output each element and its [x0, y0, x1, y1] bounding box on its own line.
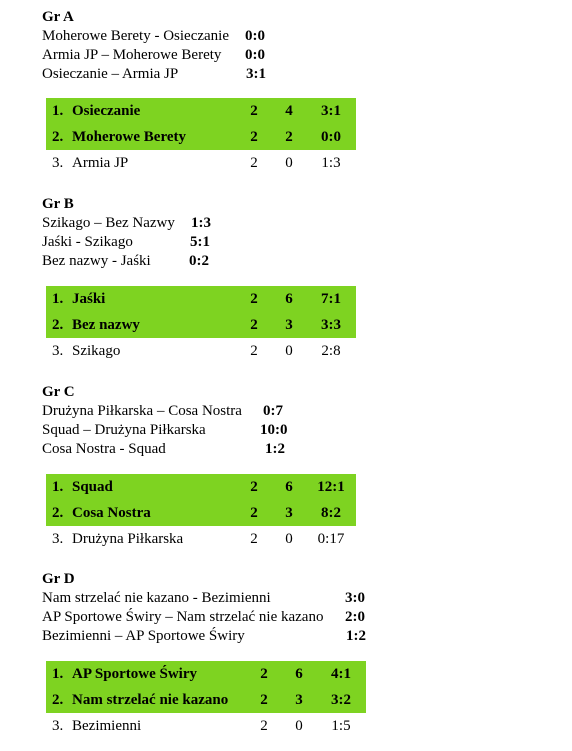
match-row — [42, 440, 285, 459]
team-name: Cosa Nostra — [72, 500, 236, 526]
team-name: AP Sportowe Świry — [72, 661, 246, 687]
goals: 0:17 — [317, 531, 345, 547]
played: 2 — [250, 343, 258, 359]
standings-row — [46, 286, 356, 312]
played: 2 — [236, 312, 272, 338]
position: 3. — [52, 343, 64, 359]
points: 2 — [272, 124, 306, 150]
points: 0 — [285, 155, 293, 171]
match-row — [42, 214, 211, 233]
position: 2. — [46, 500, 72, 526]
standings-row — [46, 124, 356, 150]
points: 0 — [285, 531, 293, 547]
played: 2 — [236, 286, 272, 312]
goals: 2:8 — [321, 343, 341, 359]
points: 6 — [272, 474, 306, 500]
standings-row — [46, 150, 356, 176]
group-d — [42, 570, 366, 646]
standings-row — [46, 713, 366, 739]
match-row — [42, 65, 266, 84]
match-teams: Nam strzelać nie kazano - Bezimienni — [42, 590, 271, 606]
group-a — [42, 8, 266, 84]
position: 1. — [46, 474, 72, 500]
match-score: 3:1 — [246, 66, 266, 82]
goals: 12:1 — [306, 474, 356, 500]
standings-row — [46, 312, 356, 338]
team-name: Jaśki — [72, 286, 236, 312]
match-score: 10:0 — [260, 422, 288, 438]
match-teams: Osieczanie – Armia JP — [42, 66, 179, 82]
position: 1. — [46, 98, 72, 124]
match-score: 0:0 — [245, 28, 265, 44]
position: 3. — [52, 155, 64, 171]
group-title: Gr B — [42, 196, 74, 212]
points: 4 — [272, 98, 306, 124]
played: 2 — [236, 124, 272, 150]
points: 0 — [295, 718, 303, 734]
match-score: 0:2 — [189, 253, 209, 269]
match-teams: Cosa Nostra - Squad — [42, 441, 166, 457]
match-teams: Armia JP – Moherowe Berety — [42, 47, 222, 63]
team-name: Szikago — [72, 343, 121, 359]
team-name: Squad — [72, 474, 236, 500]
match-score: 0:7 — [263, 403, 283, 419]
team-name: Nam strzelać nie kazano — [72, 687, 246, 713]
played: 2 — [250, 155, 258, 171]
group-title: Gr D — [42, 571, 75, 587]
points: 3 — [282, 687, 316, 713]
played: 2 — [260, 718, 268, 734]
position: 3. — [52, 531, 64, 547]
team-name: Bez nazwy — [72, 312, 236, 338]
played: 2 — [236, 474, 272, 500]
standings-table-c — [46, 474, 356, 552]
played: 2 — [236, 500, 272, 526]
position: 1. — [46, 661, 72, 687]
group-title: Gr C — [42, 384, 75, 400]
match-teams: Szikago – Bez Nazwy — [42, 215, 175, 231]
points: 0 — [285, 343, 293, 359]
match-row — [42, 402, 283, 421]
group-c — [42, 383, 288, 459]
team-name: Armia JP — [72, 155, 129, 171]
match-teams: Drużyna Piłkarska – Cosa Nostra — [42, 403, 242, 419]
position: 2. — [46, 312, 72, 338]
standings-row — [46, 338, 356, 364]
goals: 4:1 — [316, 661, 366, 687]
match-row — [42, 233, 210, 252]
goals: 3:2 — [316, 687, 366, 713]
position: 1. — [46, 286, 72, 312]
team-name: Drużyna Piłkarska — [72, 531, 184, 547]
goals: 1:3 — [321, 155, 341, 171]
team-name: Osieczanie — [72, 98, 236, 124]
standings-row — [46, 526, 356, 552]
match-teams: AP Sportowe Świry – Nam strzelać nie kazano — [42, 609, 324, 625]
match-teams: Bezimienni – AP Sportowe Świry — [42, 628, 245, 644]
match-row — [42, 589, 365, 608]
goals: 8:2 — [306, 500, 356, 526]
standings-table-b — [46, 286, 356, 364]
team-name: Bezimienni — [72, 718, 142, 734]
match-score: 3:0 — [345, 590, 365, 606]
position: 3. — [52, 718, 64, 734]
goals: 3:3 — [306, 312, 356, 338]
position: 2. — [46, 124, 72, 150]
standings-row — [46, 661, 366, 687]
standings-row — [46, 687, 366, 713]
points: 6 — [272, 286, 306, 312]
position: 2. — [46, 687, 72, 713]
played: 2 — [250, 531, 258, 547]
points: 6 — [282, 661, 316, 687]
team-name: Moherowe Berety — [72, 124, 236, 150]
match-teams: Bez nazwy - Jaśki — [42, 253, 151, 269]
match-teams: Squad – Drużyna Piłkarska — [42, 422, 206, 438]
played: 2 — [246, 661, 282, 687]
goals: 3:1 — [306, 98, 356, 124]
match-score: 1:2 — [265, 441, 285, 457]
goals: 7:1 — [306, 286, 356, 312]
match-teams: Moherowe Berety - Osieczanie — [42, 28, 230, 44]
match-row — [42, 627, 366, 646]
points: 3 — [272, 312, 306, 338]
match-score: 1:3 — [191, 215, 211, 231]
group-title: Gr A — [42, 9, 74, 25]
match-row — [42, 252, 209, 271]
played: 2 — [246, 687, 282, 713]
match-score: 5:1 — [190, 234, 210, 250]
standings-table-a — [46, 98, 356, 176]
standings-row — [46, 98, 356, 124]
points: 3 — [272, 500, 306, 526]
standings-row — [46, 474, 356, 500]
standings-row — [46, 500, 356, 526]
goals: 0:0 — [306, 124, 356, 150]
match-score: 2:0 — [345, 609, 365, 625]
group-b — [42, 195, 211, 271]
match-row — [42, 27, 265, 46]
goals: 1:5 — [331, 718, 351, 734]
standings-table-d — [46, 661, 366, 739]
match-teams: Jaśki - Szikago — [42, 234, 133, 250]
match-score: 1:2 — [346, 628, 366, 644]
match-score: 0:0 — [245, 47, 265, 63]
match-row — [42, 421, 288, 440]
match-row — [42, 46, 265, 65]
match-row — [42, 608, 365, 627]
played: 2 — [236, 98, 272, 124]
